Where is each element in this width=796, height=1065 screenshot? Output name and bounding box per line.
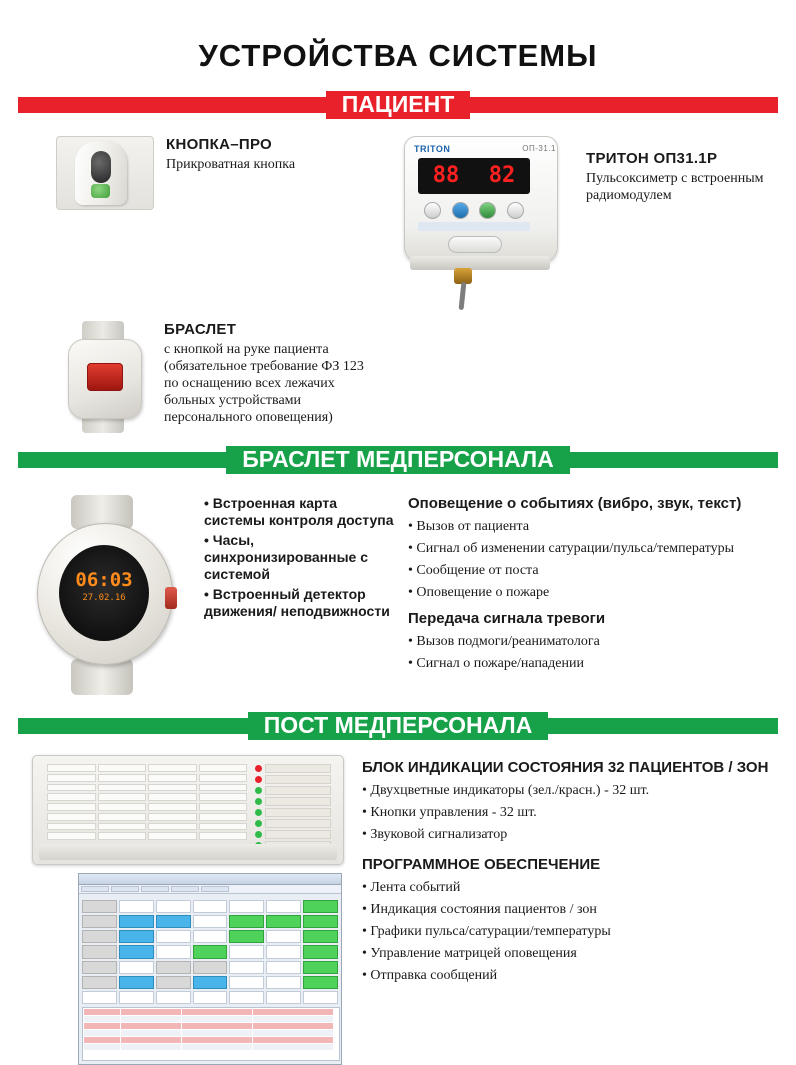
led-green-icon xyxy=(255,809,262,816)
zone-cell xyxy=(156,930,191,943)
led-label xyxy=(265,786,331,795)
patient-bracelet-image xyxy=(56,321,152,433)
led-red-icon xyxy=(255,776,262,783)
bedside-button-text xyxy=(166,136,295,173)
staff-alarm-list xyxy=(408,632,778,673)
list-item: • Сигнал об изменении сатурации/пульса/температуры xyxy=(408,541,735,556)
panel-cell xyxy=(47,793,96,801)
zone-cell xyxy=(193,915,228,928)
panel-cell xyxy=(98,823,147,831)
software-tab xyxy=(171,886,199,892)
banner-bar-left-3 xyxy=(18,718,248,734)
log-cell xyxy=(84,1023,120,1029)
oximeter-brand-label: TRITON xyxy=(414,144,451,154)
oximeter-value-spo2: 88 xyxy=(432,163,460,188)
zone-cell xyxy=(303,945,338,958)
panel-cell xyxy=(148,793,197,801)
log-cell xyxy=(121,1037,181,1043)
zone-cell xyxy=(229,976,264,989)
panel-cell xyxy=(98,832,147,840)
panel-cell xyxy=(199,813,248,821)
staff-features-column xyxy=(204,489,394,695)
staff-events-list xyxy=(408,517,778,602)
zone-cell xyxy=(229,930,264,943)
led-green-icon xyxy=(255,831,262,838)
pulse-oximeter-image xyxy=(396,136,572,311)
log-cell xyxy=(121,1016,181,1022)
banner-bar-left-2 xyxy=(18,452,226,468)
log-cell xyxy=(253,1009,333,1015)
post-row xyxy=(18,749,778,1065)
panel-base xyxy=(39,844,337,860)
zone-cell xyxy=(82,991,117,1004)
zone-cell xyxy=(229,900,264,913)
post-images-column xyxy=(18,755,348,1065)
staff-events-heading: Оповещение о событиях (вибро, звук, текст) xyxy=(408,495,742,512)
patient-top-row xyxy=(18,128,778,311)
software-screenshot-image xyxy=(78,873,342,1065)
oximeter-handle xyxy=(448,236,502,253)
indication-block-heading: БЛОК ИНДИКАЦИИ СОСТОЯНИЯ 32 ПАЦИЕНТОВ / ЗОН xyxy=(362,759,769,776)
panel-led-column xyxy=(255,764,331,840)
zone-cell xyxy=(82,945,117,958)
log-cell xyxy=(253,1044,333,1050)
oximeter-key-play xyxy=(452,202,469,219)
zone-cell xyxy=(229,915,264,928)
zone-cell xyxy=(119,976,154,989)
list-item: • Двухцветные индикаторы (зел./красн.) - 32 шт. xyxy=(362,783,650,798)
panel-led-row xyxy=(255,797,331,806)
panel-cell xyxy=(148,784,197,792)
panel-cell xyxy=(47,832,96,840)
list-item: • Сообщение от поста xyxy=(408,563,539,578)
log-cell xyxy=(253,1016,333,1022)
banner-bar-right-3 xyxy=(548,718,778,734)
software-tab xyxy=(81,886,109,892)
log-cell xyxy=(84,1016,120,1022)
indication-block-list xyxy=(362,781,778,844)
panel-cell xyxy=(98,784,147,792)
zone-cell xyxy=(82,900,117,913)
list-item: • Звуковой сигнализатор xyxy=(362,827,508,842)
software-list xyxy=(362,878,778,985)
banner-label-post: ПОСТ МЕДПЕРСОНАЛА xyxy=(248,712,549,740)
log-cell xyxy=(121,1023,181,1029)
led-label xyxy=(265,808,331,817)
oximeter-desc: Пульсоксиметр с встроенным радиомодулем xyxy=(586,171,764,203)
list-item: • Вызов от пациента xyxy=(408,519,530,534)
oximeter-block xyxy=(396,136,778,311)
section-banner-patient xyxy=(18,92,778,118)
zone-cell xyxy=(266,976,301,989)
software-titlebar xyxy=(79,874,341,885)
bracelet-alarm-button xyxy=(87,363,123,391)
list-item: • Часы, синхронизированные с системой xyxy=(204,532,369,582)
watch-time: 06:03 xyxy=(75,569,133,591)
bedside-lens xyxy=(91,151,111,183)
software-tab xyxy=(141,886,169,892)
zone-cell xyxy=(156,915,191,928)
zone-cell xyxy=(303,930,338,943)
led-red-icon xyxy=(255,765,262,772)
zone-cell xyxy=(156,976,191,989)
oximeter-key-power xyxy=(479,202,496,219)
log-cell xyxy=(121,1044,181,1050)
zone-cell xyxy=(82,930,117,943)
software-tab xyxy=(111,886,139,892)
panel-cell xyxy=(199,823,248,831)
list-item: • Вызов подмоги/реаниматолога xyxy=(408,634,600,649)
list-item: • Индикация состояния пациентов / зон xyxy=(362,902,597,917)
section-banner-staff-bracelet xyxy=(18,447,778,473)
page-title: УСТРОЙСТВА СИСТЕМЫ xyxy=(198,38,598,73)
zone-cell xyxy=(266,930,301,943)
staff-watch-block xyxy=(18,489,190,695)
panel-led-row xyxy=(255,830,331,839)
panel-cell xyxy=(47,803,96,811)
log-cell xyxy=(84,1037,120,1043)
bedside-button-image xyxy=(56,136,154,210)
zone-cell xyxy=(266,961,301,974)
log-cell xyxy=(182,1037,252,1043)
post-text-column xyxy=(362,755,778,1065)
zone-cell xyxy=(82,961,117,974)
oximeter-value-pulse: 82 xyxy=(488,163,516,188)
zone-cell xyxy=(193,945,228,958)
panel-led-row xyxy=(255,786,331,795)
panel-cell xyxy=(98,813,147,821)
list-item: • Оповещение о пожаре xyxy=(408,585,550,600)
list-item: • Отправка сообщений xyxy=(362,968,498,983)
log-row xyxy=(84,1009,338,1015)
bedside-button-block xyxy=(18,136,386,210)
panel-cell xyxy=(47,764,96,772)
zone-cell xyxy=(193,976,228,989)
staff-alarm-heading: Передача сигнала тревоги xyxy=(408,610,606,627)
panel-cell xyxy=(148,813,197,821)
list-item: • Встроенный детектор движения/ неподвижности xyxy=(204,586,390,619)
log-cell xyxy=(253,1023,333,1029)
panel-led-row xyxy=(255,819,331,828)
list-item: • Кнопки управления - 32 шт. xyxy=(362,805,537,820)
panel-cell xyxy=(47,774,96,782)
watch-alarm-button xyxy=(165,587,177,609)
panel-cell xyxy=(98,774,147,782)
software-toolbar xyxy=(79,885,341,894)
log-cell xyxy=(253,1037,333,1043)
zone-cell xyxy=(119,961,154,974)
panel-cell xyxy=(199,774,248,782)
panel-led-row xyxy=(255,808,331,817)
software-heading: ПРОГРАММНОЕ ОБЕСПЕЧЕНИЕ xyxy=(362,856,601,873)
zone-cell xyxy=(266,991,301,1004)
log-row xyxy=(84,1030,338,1036)
panel-cell xyxy=(98,793,147,801)
bedside-button-title: КНОПКА–ПРО xyxy=(166,136,273,153)
staff-events-column xyxy=(408,489,778,695)
led-label xyxy=(265,797,331,806)
panel-cell xyxy=(47,784,96,792)
zone-cell xyxy=(266,945,301,958)
log-cell xyxy=(121,1030,181,1036)
oximeter-text xyxy=(586,136,776,204)
zone-cell xyxy=(266,915,301,928)
zone-cell xyxy=(303,900,338,913)
log-cell xyxy=(182,1030,252,1036)
watch-date: 27.02.16 xyxy=(82,593,126,603)
zone-cell xyxy=(119,991,154,1004)
zone-cell xyxy=(156,991,191,1004)
bedside-button-desc: Прикроватная кнопка xyxy=(166,157,296,172)
banner-bar-right-2 xyxy=(570,452,778,468)
zone-cell xyxy=(193,900,228,913)
software-tab xyxy=(201,886,229,892)
oximeter-key-1 xyxy=(424,202,441,219)
zone-cell xyxy=(193,930,228,943)
zone-cell xyxy=(156,945,191,958)
oximeter-key-2 xyxy=(507,202,524,219)
staff-watch-image xyxy=(29,495,179,695)
log-row xyxy=(84,1016,338,1022)
zone-cell xyxy=(303,915,338,928)
banner-label-staff-bracelet: БРАСЛЕТ МЕДПЕРСОНАЛА xyxy=(226,446,570,474)
zone-cell xyxy=(119,915,154,928)
log-cell xyxy=(84,1030,120,1036)
section-banner-post xyxy=(18,713,778,739)
oximeter-keypad xyxy=(424,202,524,219)
panel-cell xyxy=(148,832,197,840)
led-green-icon xyxy=(255,798,262,805)
log-row xyxy=(84,1037,338,1043)
banner-bar-left xyxy=(18,97,326,113)
log-cell xyxy=(84,1009,120,1015)
panel-cell xyxy=(199,784,248,792)
panel-cell xyxy=(199,764,248,772)
oximeter-title: ТРИТОН ОП31.1Р xyxy=(586,150,718,167)
banner-bar-right xyxy=(470,97,778,113)
zone-cell xyxy=(303,991,338,1004)
patient-bracelet-text xyxy=(164,321,379,433)
zone-cell xyxy=(82,976,117,989)
zone-cell xyxy=(303,976,338,989)
log-cell xyxy=(182,1009,252,1015)
zone-cell xyxy=(156,900,191,913)
list-item: • Сигнал о пожаре/нападении xyxy=(408,656,584,671)
software-event-log xyxy=(82,1007,340,1061)
log-cell xyxy=(182,1044,252,1050)
panel-cell xyxy=(47,813,96,821)
oximeter-label-strip xyxy=(418,222,530,231)
zone-cell xyxy=(156,961,191,974)
zone-cell xyxy=(266,900,301,913)
log-row xyxy=(84,1023,338,1029)
zone-cell xyxy=(229,991,264,1004)
panel-cell xyxy=(98,803,147,811)
software-zone-grid xyxy=(82,900,338,1004)
zone-cell xyxy=(119,945,154,958)
zone-cell xyxy=(193,961,228,974)
led-label xyxy=(265,775,331,784)
panel-button-grid xyxy=(47,764,247,840)
led-green-icon xyxy=(255,787,262,794)
zone-cell xyxy=(229,945,264,958)
zone-cell xyxy=(82,915,117,928)
led-label xyxy=(265,764,331,773)
patient-bracelet-desc: с кнопкой на руке пациента (обязательное требование ФЗ 123 по оснащению всех лежачих больных устройствами персонального оповещения) xyxy=(164,342,364,425)
zone-cell xyxy=(229,961,264,974)
zone-cell xyxy=(303,961,338,974)
panel-cell xyxy=(148,774,197,782)
led-label xyxy=(265,819,331,828)
panel-led-row xyxy=(255,775,331,784)
oximeter-base xyxy=(410,256,550,270)
oximeter-display xyxy=(418,158,530,194)
banner-label-patient: ПАЦИЕНТ xyxy=(326,91,470,119)
panel-cell xyxy=(47,823,96,831)
oximeter-cable xyxy=(459,282,467,310)
bedside-press-button xyxy=(91,184,110,198)
panel-cell xyxy=(148,823,197,831)
list-item: • Графики пульса/сатурации/температуры xyxy=(362,924,611,939)
log-cell xyxy=(121,1009,181,1015)
panel-cell xyxy=(148,803,197,811)
panel-cell xyxy=(199,832,248,840)
log-cell xyxy=(84,1044,120,1050)
led-green-icon xyxy=(255,820,262,827)
log-cell xyxy=(182,1016,252,1022)
log-cell xyxy=(253,1030,333,1036)
oximeter-model-label: ОП-31.1 xyxy=(522,144,556,153)
panel-cell xyxy=(199,793,248,801)
led-label xyxy=(265,830,331,839)
patient-bracelet-block xyxy=(18,311,778,433)
patient-bracelet-title: БРАСЛЕТ xyxy=(164,321,237,338)
indication-panel-image xyxy=(32,755,344,865)
panel-cell xyxy=(148,764,197,772)
zone-cell xyxy=(193,991,228,1004)
list-item: • Встроенная карта системы контроля доступа xyxy=(204,495,394,528)
list-item: • Управление матрицей оповещения xyxy=(362,946,577,961)
log-row xyxy=(84,1044,338,1050)
panel-cell xyxy=(199,803,248,811)
panel-led-row xyxy=(255,764,331,773)
zone-cell xyxy=(119,930,154,943)
staff-bracelet-row xyxy=(18,483,778,703)
log-cell xyxy=(182,1023,252,1029)
zone-cell xyxy=(119,900,154,913)
panel-cell xyxy=(98,764,147,772)
staff-features-list xyxy=(204,495,394,620)
list-item: • Лента событий xyxy=(362,880,461,895)
